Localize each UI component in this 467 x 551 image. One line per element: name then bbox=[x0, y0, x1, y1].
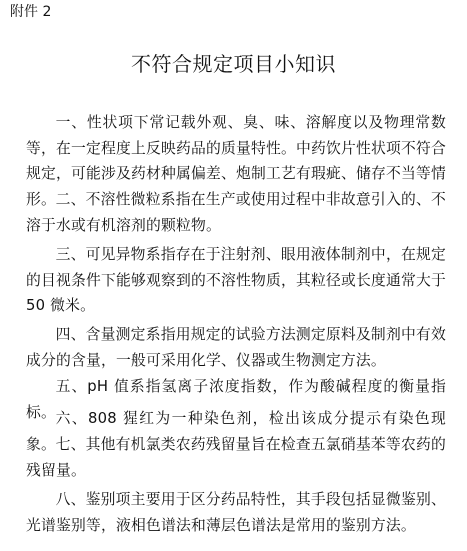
paragraph-insoluble-particles: 二、不溶性微粒系指在生产或使用过程中非故意引入的、不溶于水或有机溶剂的颗粒物。 bbox=[26, 191, 446, 234]
paragraph-visible-foreign-matter: 三、可见异物系指存在于注射剂、眼用液体制剂中，在规定的目视条件下能够观察到的不溶性物质，其粒径或长度通常大于 50 微米。 bbox=[26, 246, 446, 314]
paragraph-organochlorine-residue: 七、其他有机氯类农药残留量旨在检查五氯硝基苯等农药的残留量。 bbox=[26, 436, 446, 479]
paragraph-assay: 四、含量测定系指用规定的试验方法测定原料及制剂中有效成分的含量，一般可采用化学、仪器或生物测定方法。 bbox=[26, 326, 446, 369]
attachment-label: 附件 2 bbox=[10, 4, 52, 20]
paragraph-identification: 八、鉴别项主要用于区分药品特性，其手段包括显微鉴别、光谱鉴别等，液相色谱法和薄层色谱法是常用的鉴别方法。 bbox=[26, 491, 446, 534]
page-title: 不符合规定项目小知识 bbox=[131, 52, 336, 76]
paragraph-appearance: 一、性状项下常记载外观、臭、味、溶解度以及物理常数等，在一定程度上反映药品的质量特性。中药饮片性状项不符合规定，可能涉及药材种属偏差、炮制工艺有瑕疵、储存不当等情形。 bbox=[26, 114, 446, 208]
paragraph-scarlet-808: 六、808 猩红为一种染色剂，检出该成分提示有染色现象。 bbox=[26, 410, 446, 453]
paragraph-ph-value: 五、pH 值系指氢离子浓度指数，作为酸碱程度的衡量指标。 bbox=[26, 378, 446, 421]
